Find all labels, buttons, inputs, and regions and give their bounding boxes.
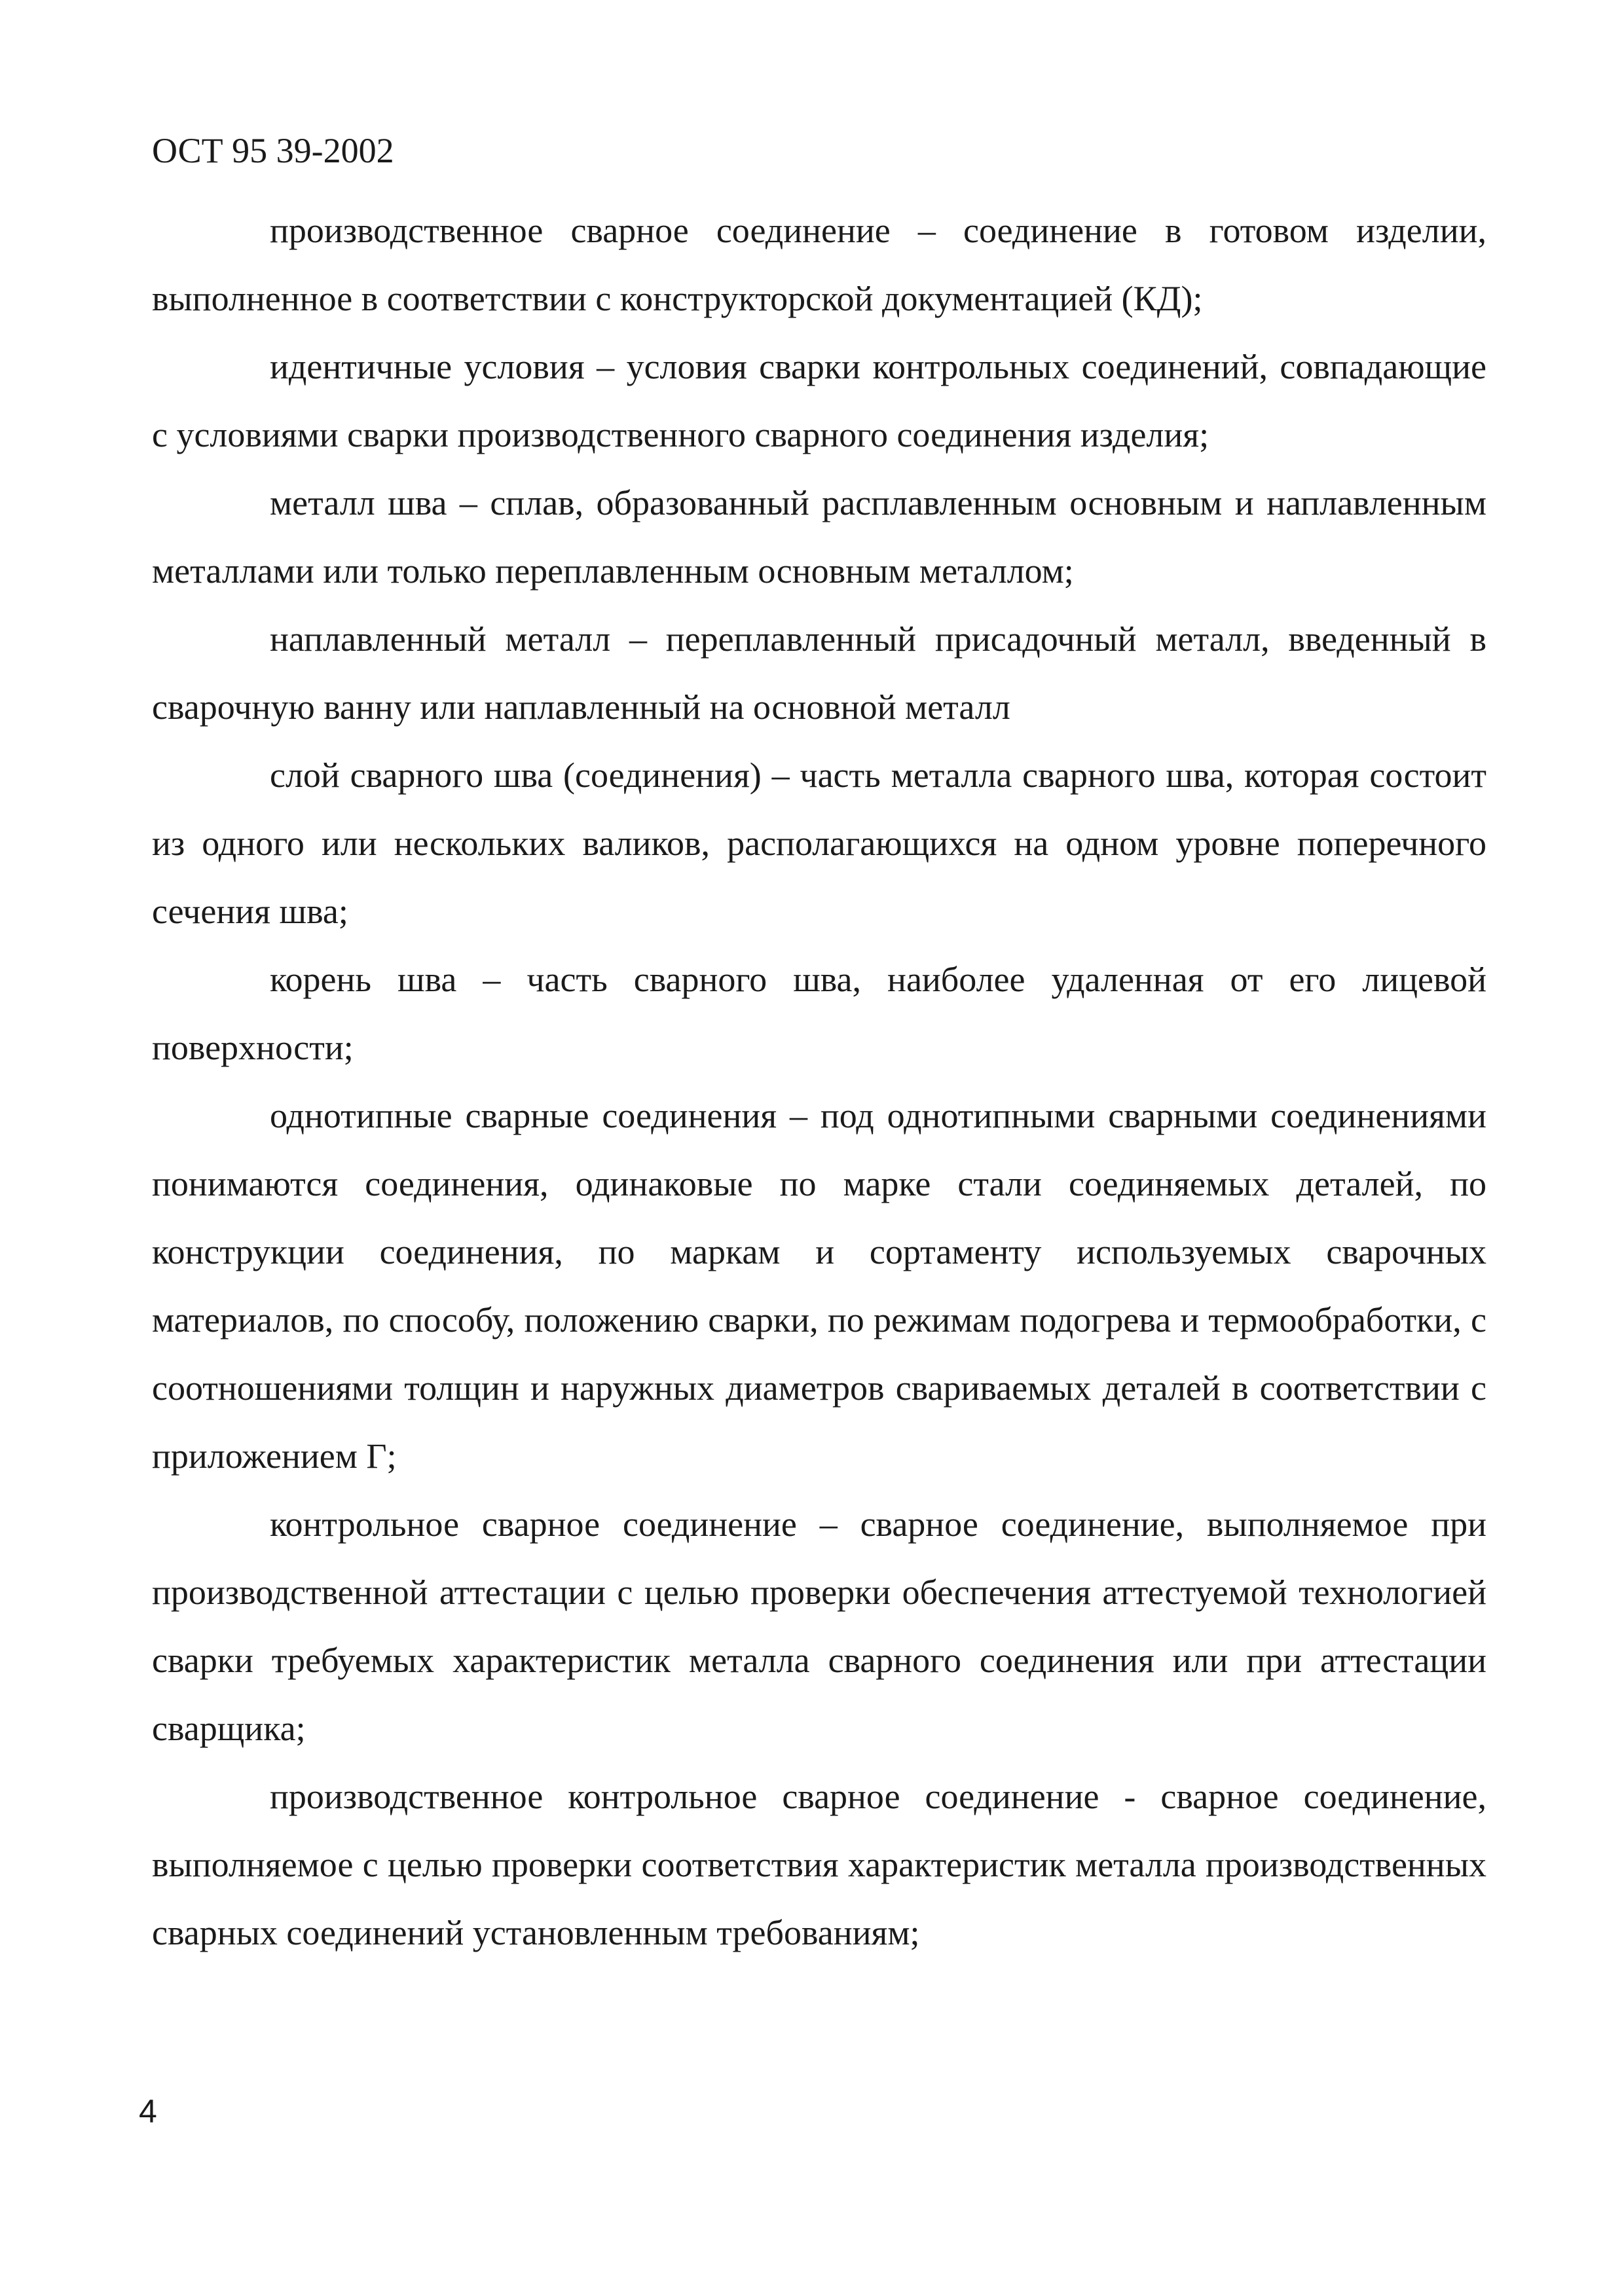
paragraph-deposited-metal: наплавленный металл – переплавленный присадочный металл, введенный в сварочную ванну или наплавленный на основной металл (152, 619, 1486, 727)
paragraph-production-control-weld: производственное контрольное сварное соединение - сварное соединение, выполняемое с целью проверки соответствия характеристик металла производственных сварных соединений установленным требованиям; (152, 1777, 1486, 1952)
paragraph-control-weld: контрольное сварное соединение – сварное соединение, выполняемое при производственной аттестации с целью проверки обеспечения аттестуемой технологией сварки требуемых характеристик металла сварного соединения или при аттестации сварщика; (152, 1504, 1486, 1748)
paragraph-same-type-welds: однотипные сварные соединения – под однотипными сварными соединениями понимаются соединения, одинаковые по марке стали соединяемых деталей, по конструкции соединения, по маркам и сортаменту используемых сварочных материалов, по способу, положению сварки, по режимам подогрева и термообработки, с соотношениями толщин и наружных диаметров свариваемых деталей в соответствии с приложением Г; (152, 1096, 1486, 1476)
paragraph-production-weld: производственное сварное соединение – соединение в готовом изделии, выполненное в соответствии с конструкторской документацией (КД); (152, 211, 1486, 318)
paragraph-weld-layer: слой сварного шва (соединения) – часть металла сварного шва, которая состоит из одного или нескольких валиков, располагающихся на одном уровне поперечного сечения шва; (152, 756, 1486, 931)
document-code: ОСТ 95 39-2002 (152, 131, 394, 170)
document-body (152, 196, 1486, 1967)
page-number: 4 (139, 2093, 157, 2130)
paragraph-weld-root: корень шва – часть сварного шва, наиболее удаленная от его лицевой поверхности; (152, 960, 1486, 1067)
paragraph-weld-metal: металл шва – сплав, образованный расплавленным основным и наплавленным металлами или только переплавленным основным металлом; (152, 483, 1486, 591)
paragraph-identical-conditions: идентичные условия – условия сварки контрольных соединений, совпадающие с условиями сварки производственного сварного соединения изделия; (152, 347, 1486, 454)
